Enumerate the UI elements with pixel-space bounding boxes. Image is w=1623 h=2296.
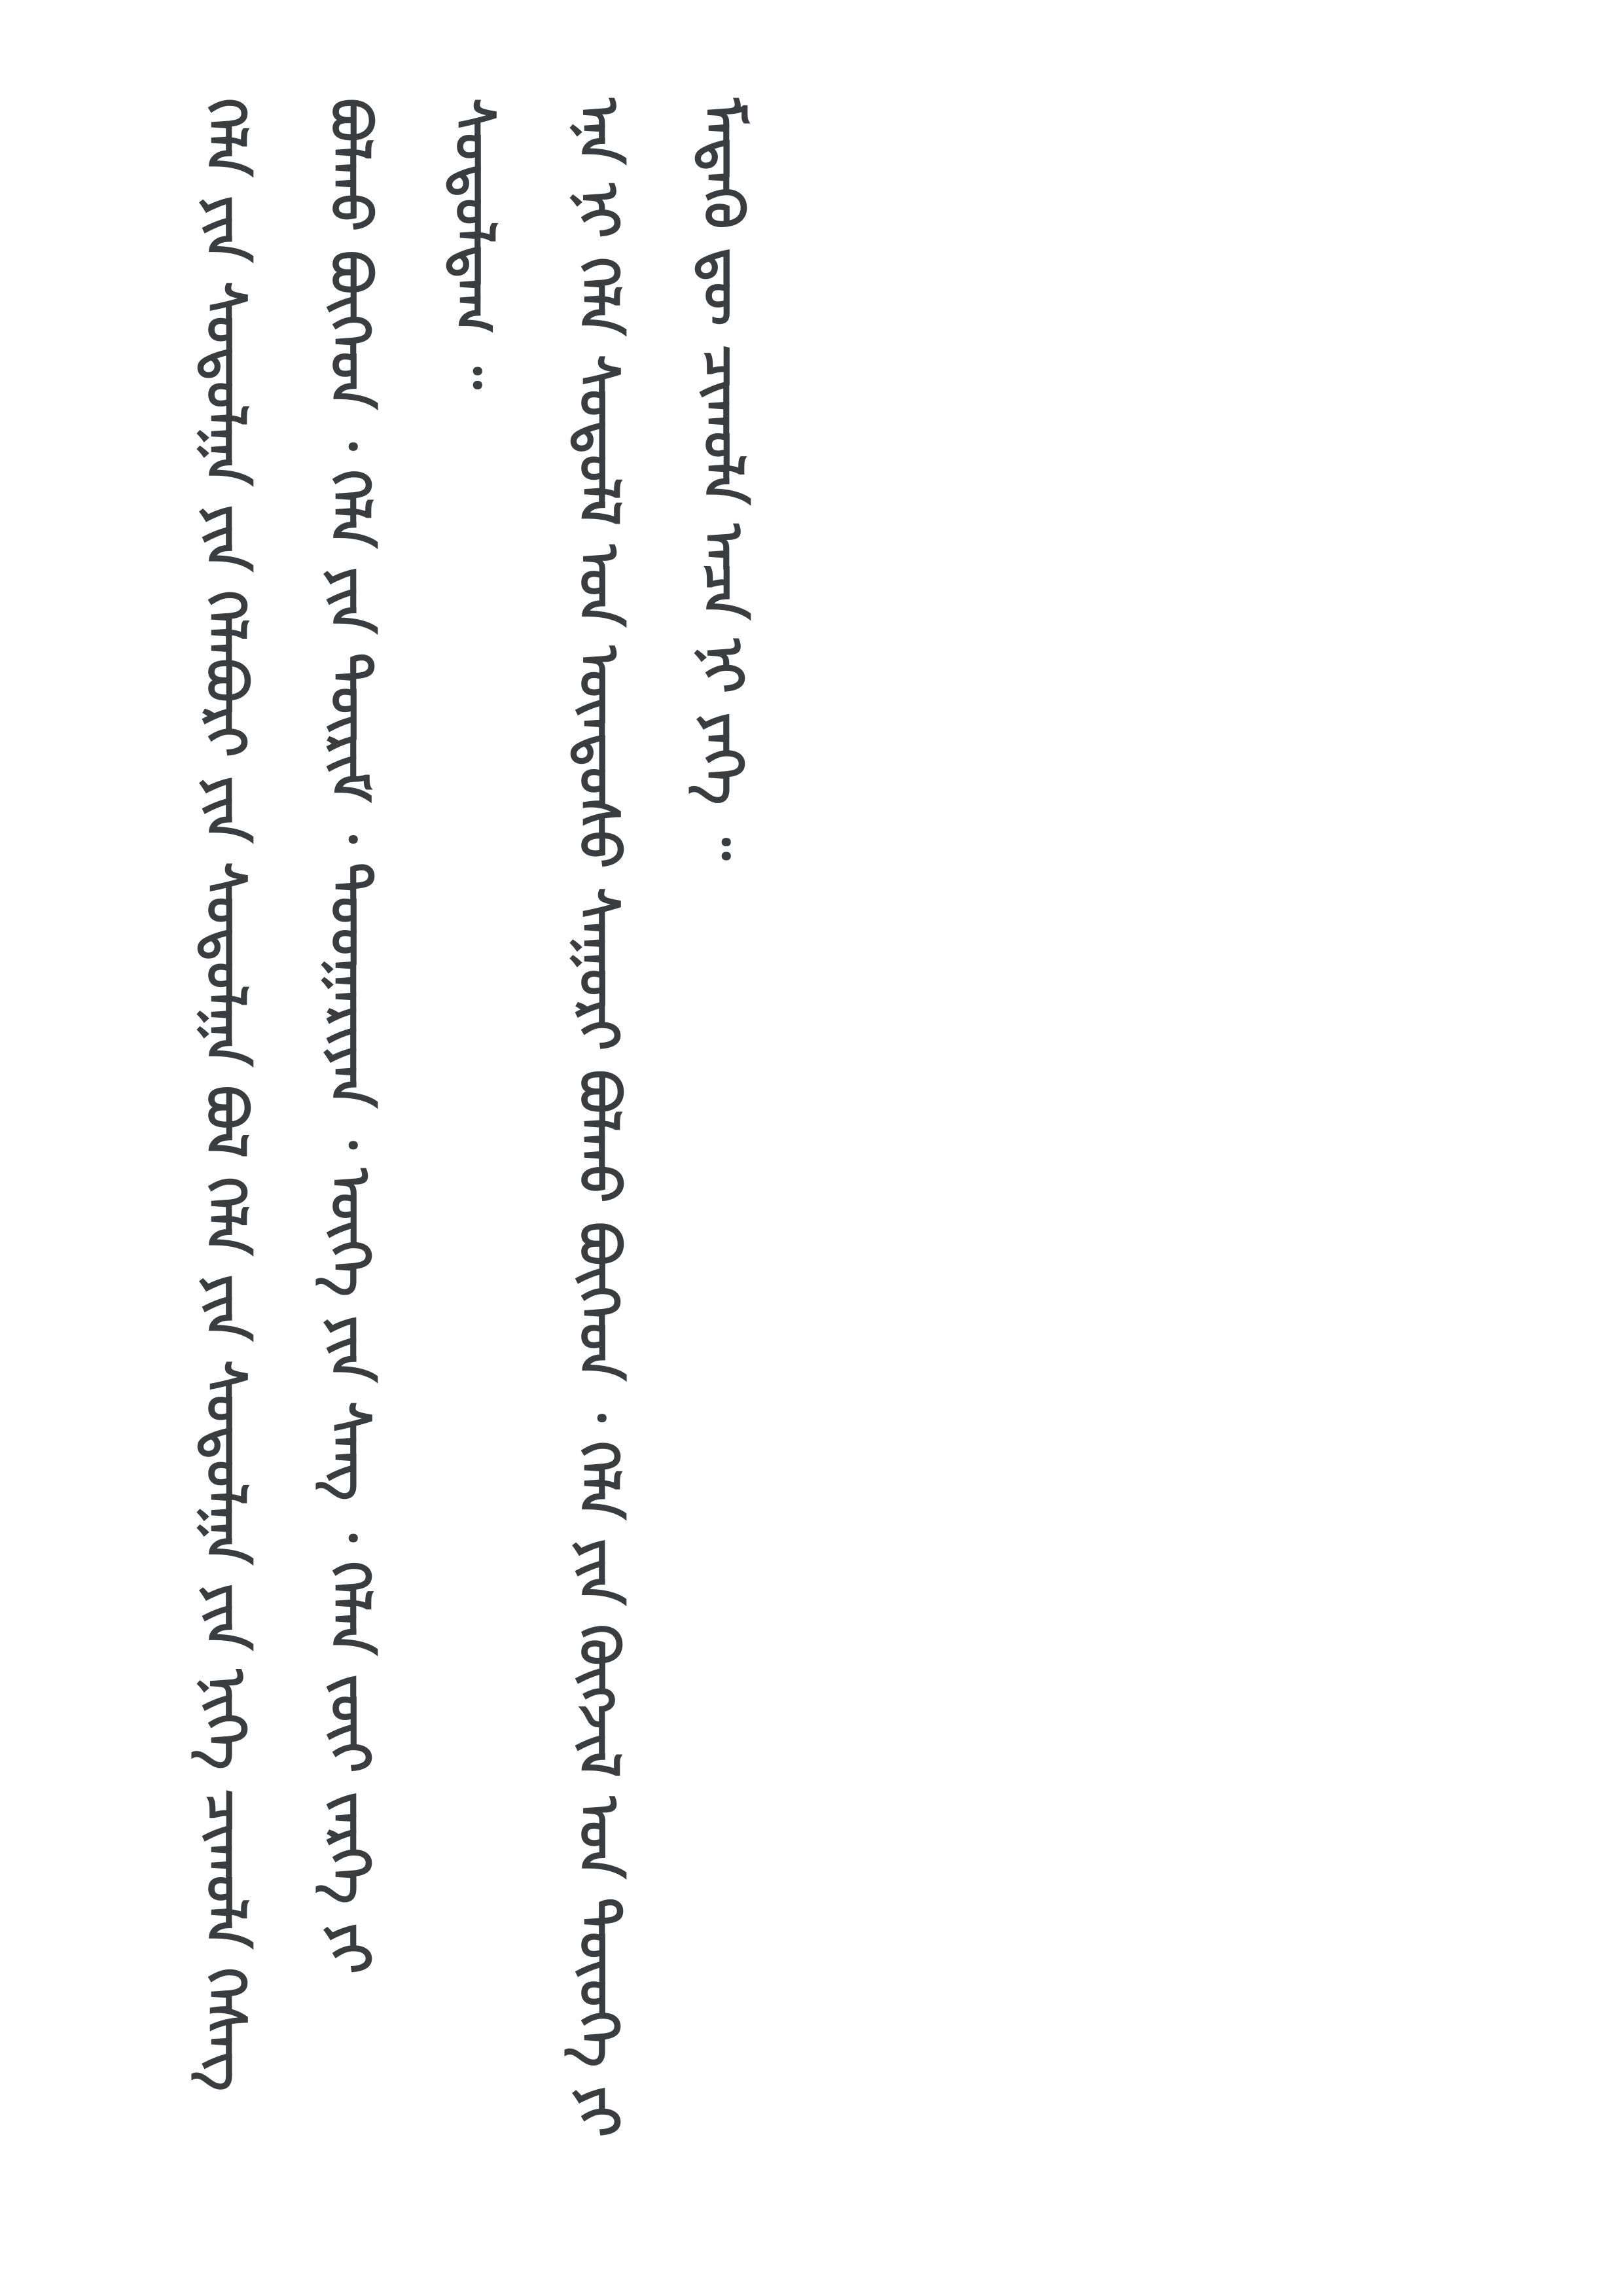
paragraph-2: ᠡᠨᠡ ᠨᠢ ᠬᠡᠯᠡ ᠰᠤᠳᠤᠯᠯ ᠤᠨ ᠦᠨᠳᠦᠰᠦ ᠰᠠᠭᠤᠷᠢ ᠪᠣᠯᠬᠤ ᠪᠥᠭᠡᠳ ᠂ ᠬᠡᠯᠡ ᠶᠢᠨ ᠬᠥᠭᠵᠢᠯ ᠤᠨ ᠲᠦᠦᠬᠡ ᠶᠢ ᠮᠡᠳᠡᠬᠦ ᠳᠦ ᠴᠢᠬᠤᠯᠠ ᠠᠴᠠ ᠨᠢ ᠶᠡᠬᠡ ᠃ — [567, 98, 755, 2138]
paragraph-1: ᠬᠡᠯᠡ ᠶᠢᠨ ᠰᠤᠳᠤᠯᠭᠠ ᠶᠢᠨ ᠬᠡᠯᠡᠪᠦᠷᠢ ᠶᠢᠨ ᠰᠤᠳᠤᠯᠭᠠ ᠪᠣᠯ ᠬᠡᠯᠡ ᠶᠢᠨ ᠰᠤᠳᠤᠯᠭᠠ ᠶᠢᠨ ᠨᠢᠭᠡ ᠴᠢᠬᠤᠯᠠ ᠬᠡᠰᠡᠭ ᠪᠣᠯᠬᠤ ᠪᠥᠭᠡᠳ ᠂ ᠬᠡᠯᠡ ᠶᠢᠨ ᠳᠦᠷᠢᠮ ᠂ ᠳᠤᠤᠭᠠᠷᠢᠶᠠᠨ ᠂ ᠦᠭᠡ ᠶᠢᠨ ᠰᠠᠩ ᠂ ᠬᠡᠯᠡᠨ ᠵᠦᠢ ᠵᠡᠷᠭᠡ ᠶᠢ ᠰᠤᠳᠤᠯᠳᠠᠭ ᠃ — [194, 98, 507, 2092]
vertical-mongolian-text-block — [164, 98, 1276, 2147]
